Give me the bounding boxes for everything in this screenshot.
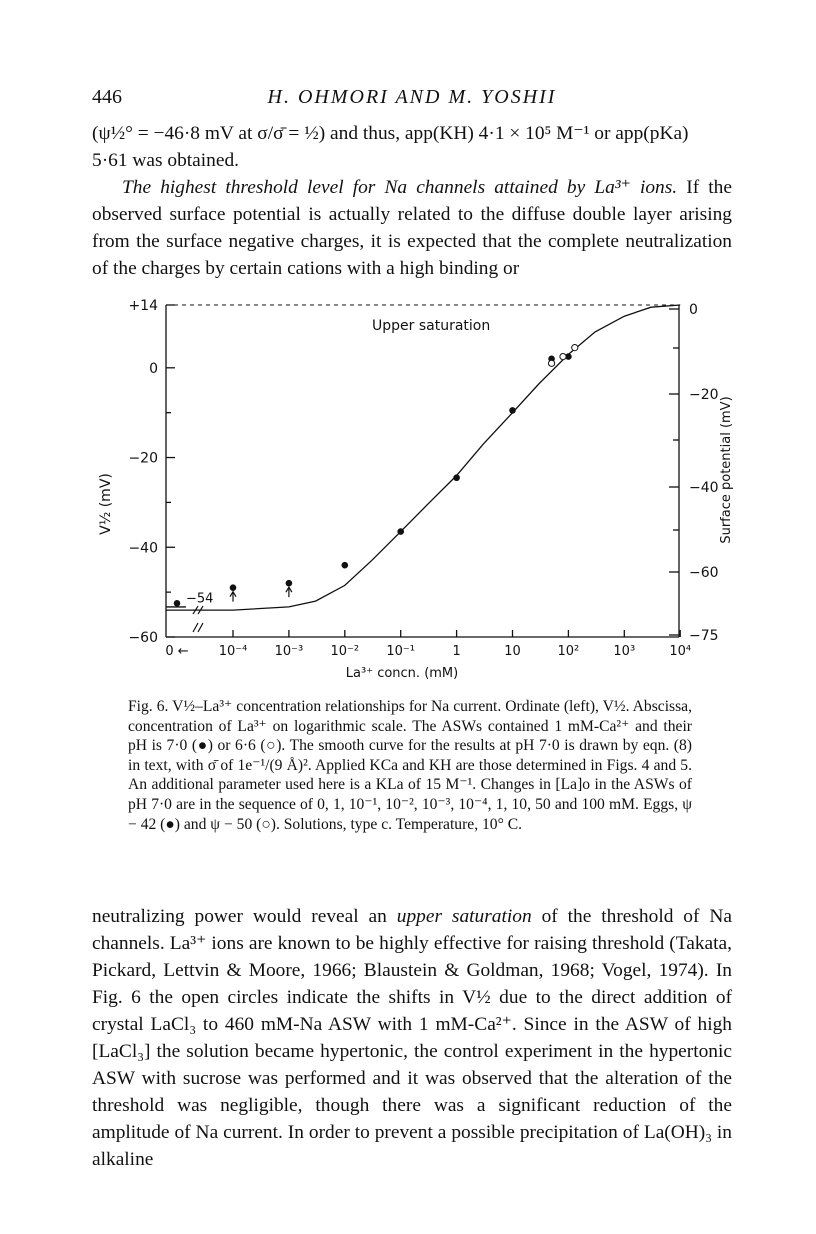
data-point-filled [286,580,293,587]
data-point-open [548,360,554,366]
running-title: H. OHMORI AND M. YOSHII [267,86,557,108]
x-tick-label: 10⁻⁴ [218,644,248,659]
caption-label: Fig. 6. [128,698,169,715]
theory-curve-line [166,305,680,610]
y-right-tick-label: −75 [689,628,719,644]
y-left-tick-label: +14 [128,298,158,314]
y-left-tick-label: −40 [128,540,158,557]
data-point-filled [230,584,237,591]
x-tick-label: 10⁻² [330,644,360,659]
section-heading: The highest threshold level for Na channels attained by La³⁺ ions. [122,177,678,198]
x-tick-label: 10⁴ [669,644,692,659]
page-number: 446 [92,86,122,108]
x-axis-label: La³⁺ concn. (mM) [345,666,459,681]
chart-axes [166,305,680,637]
x-tick-label: 10⁻³ [274,644,304,659]
data-point-filled [174,600,181,607]
data-point-filled [509,407,516,414]
x-tick-label: 10 [504,644,521,659]
data-point-filled [342,562,349,569]
upper-saturation-label: Upper saturation [372,318,491,334]
y-right-tick-label: −60 [689,565,719,581]
equation-line: (ψ½° = −46·8 mV at σ/σ̄ = ½) and thus, app(KH) 4·1 × 10⁵ M⁻¹ or app(pKa) [92,123,689,144]
x-tick-label: 10⁻¹ [386,644,416,659]
top-text-block [92,120,732,282]
page-header [92,86,732,116]
chart-labels [98,298,734,681]
body-paragraph-start: neutralizing power would reveal an [92,906,397,927]
figure-6 [92,292,732,692]
body-paragraph-rest: of the threshold of Na channels. La³⁺ ions are known to be highly effective for raising threshold (Takata, Pickard, Lettvin & Moore, 1966; Blaustein & Goldman, 1968; Vogel, 1974). In Fig. 6 the open circles indicate the shifts in V½ due to the direct addition of crystal LaCl₃ to 460 mM-Na ASW with 1 mM-Ca²⁺. Since in the ASW of high [LaCl₃] the solution became hypertonic, the control experiment in the hypertonic ASW with sucrose was performed and it was observed that the alteration of the threshold was negligible, though there was a significant reduction of the amplitude of Na current. In order to prevent a possible precipitation of La(OH)₃ in alkaline [92,906,732,1170]
y-right-tick-label: −20 [689,387,719,403]
figure-caption [128,697,692,834]
y-right-axis-label: Surface potential (mV) [719,396,734,544]
data-point-filled [397,528,404,535]
y-left-axis-label: V½ (mV) [98,473,114,535]
upper-saturation-phrase: upper saturation [396,906,532,927]
caption-text: V½–La³⁺ concentration relationships for Na current. Ordinate (left), V½. Abscissa, concentration of La³⁺ on logarithmic scale. The ASWs contained 1 mM-Ca²⁺ and their pH is 7·0 (●) or 6·6 (○). The smooth curve for the results at pH 7·0 is drawn by eqn. (8) in text, with σ̄ of 1e⁻¹/(9 Å)². Applied KCa and KH are those determined in Figs. 4 and 5. An additional parameter used here is a KLa of 15 M⁻¹. Changes in [La]o in the ASWs of pH 7·0 are in the sequence of 0, 1, 10⁻¹, 10⁻², 10⁻³, 10⁻⁴, 1, 10, 50 and 100 mM. Eggs, ψ − 42 (●) and ψ − 50 (○). Solutions, type c. Temperature, 10° C. [128,698,693,833]
result-line: 5·61 was obtained. [92,150,240,171]
x-axis-break [193,623,203,632]
y-left-tick-label: −60 [128,630,158,646]
data-point-open [560,353,566,359]
y-right-tick-label: 0 [689,302,698,318]
section-paragraph [92,174,732,282]
x-tick-label: 0 ← [165,644,189,659]
bottom-text-block [92,903,732,1173]
x-tick-label: 1 [452,644,461,659]
data-point-filled [453,474,460,481]
theory-curve [166,305,680,610]
y-right-tick-label: −40 [689,480,719,496]
data-points [174,345,578,607]
data-point-open [572,345,578,351]
figure-6-chart [92,292,732,692]
section-paragraph-text: If the observed surface potential is actually related to the diffuse double layer arising from the surface negative charges, it is expected that the complete neutralization of the charges by certain cations with a high binding or [92,177,732,279]
y-left-tick-label: 0 [149,360,158,377]
x-tick-label: 10² [557,644,580,659]
x-tick-label: 10³ [613,644,636,659]
y-left-tick-label: −20 [128,450,158,467]
body-paragraph [92,903,732,1173]
y-left-extra-label: −54 [186,591,214,607]
